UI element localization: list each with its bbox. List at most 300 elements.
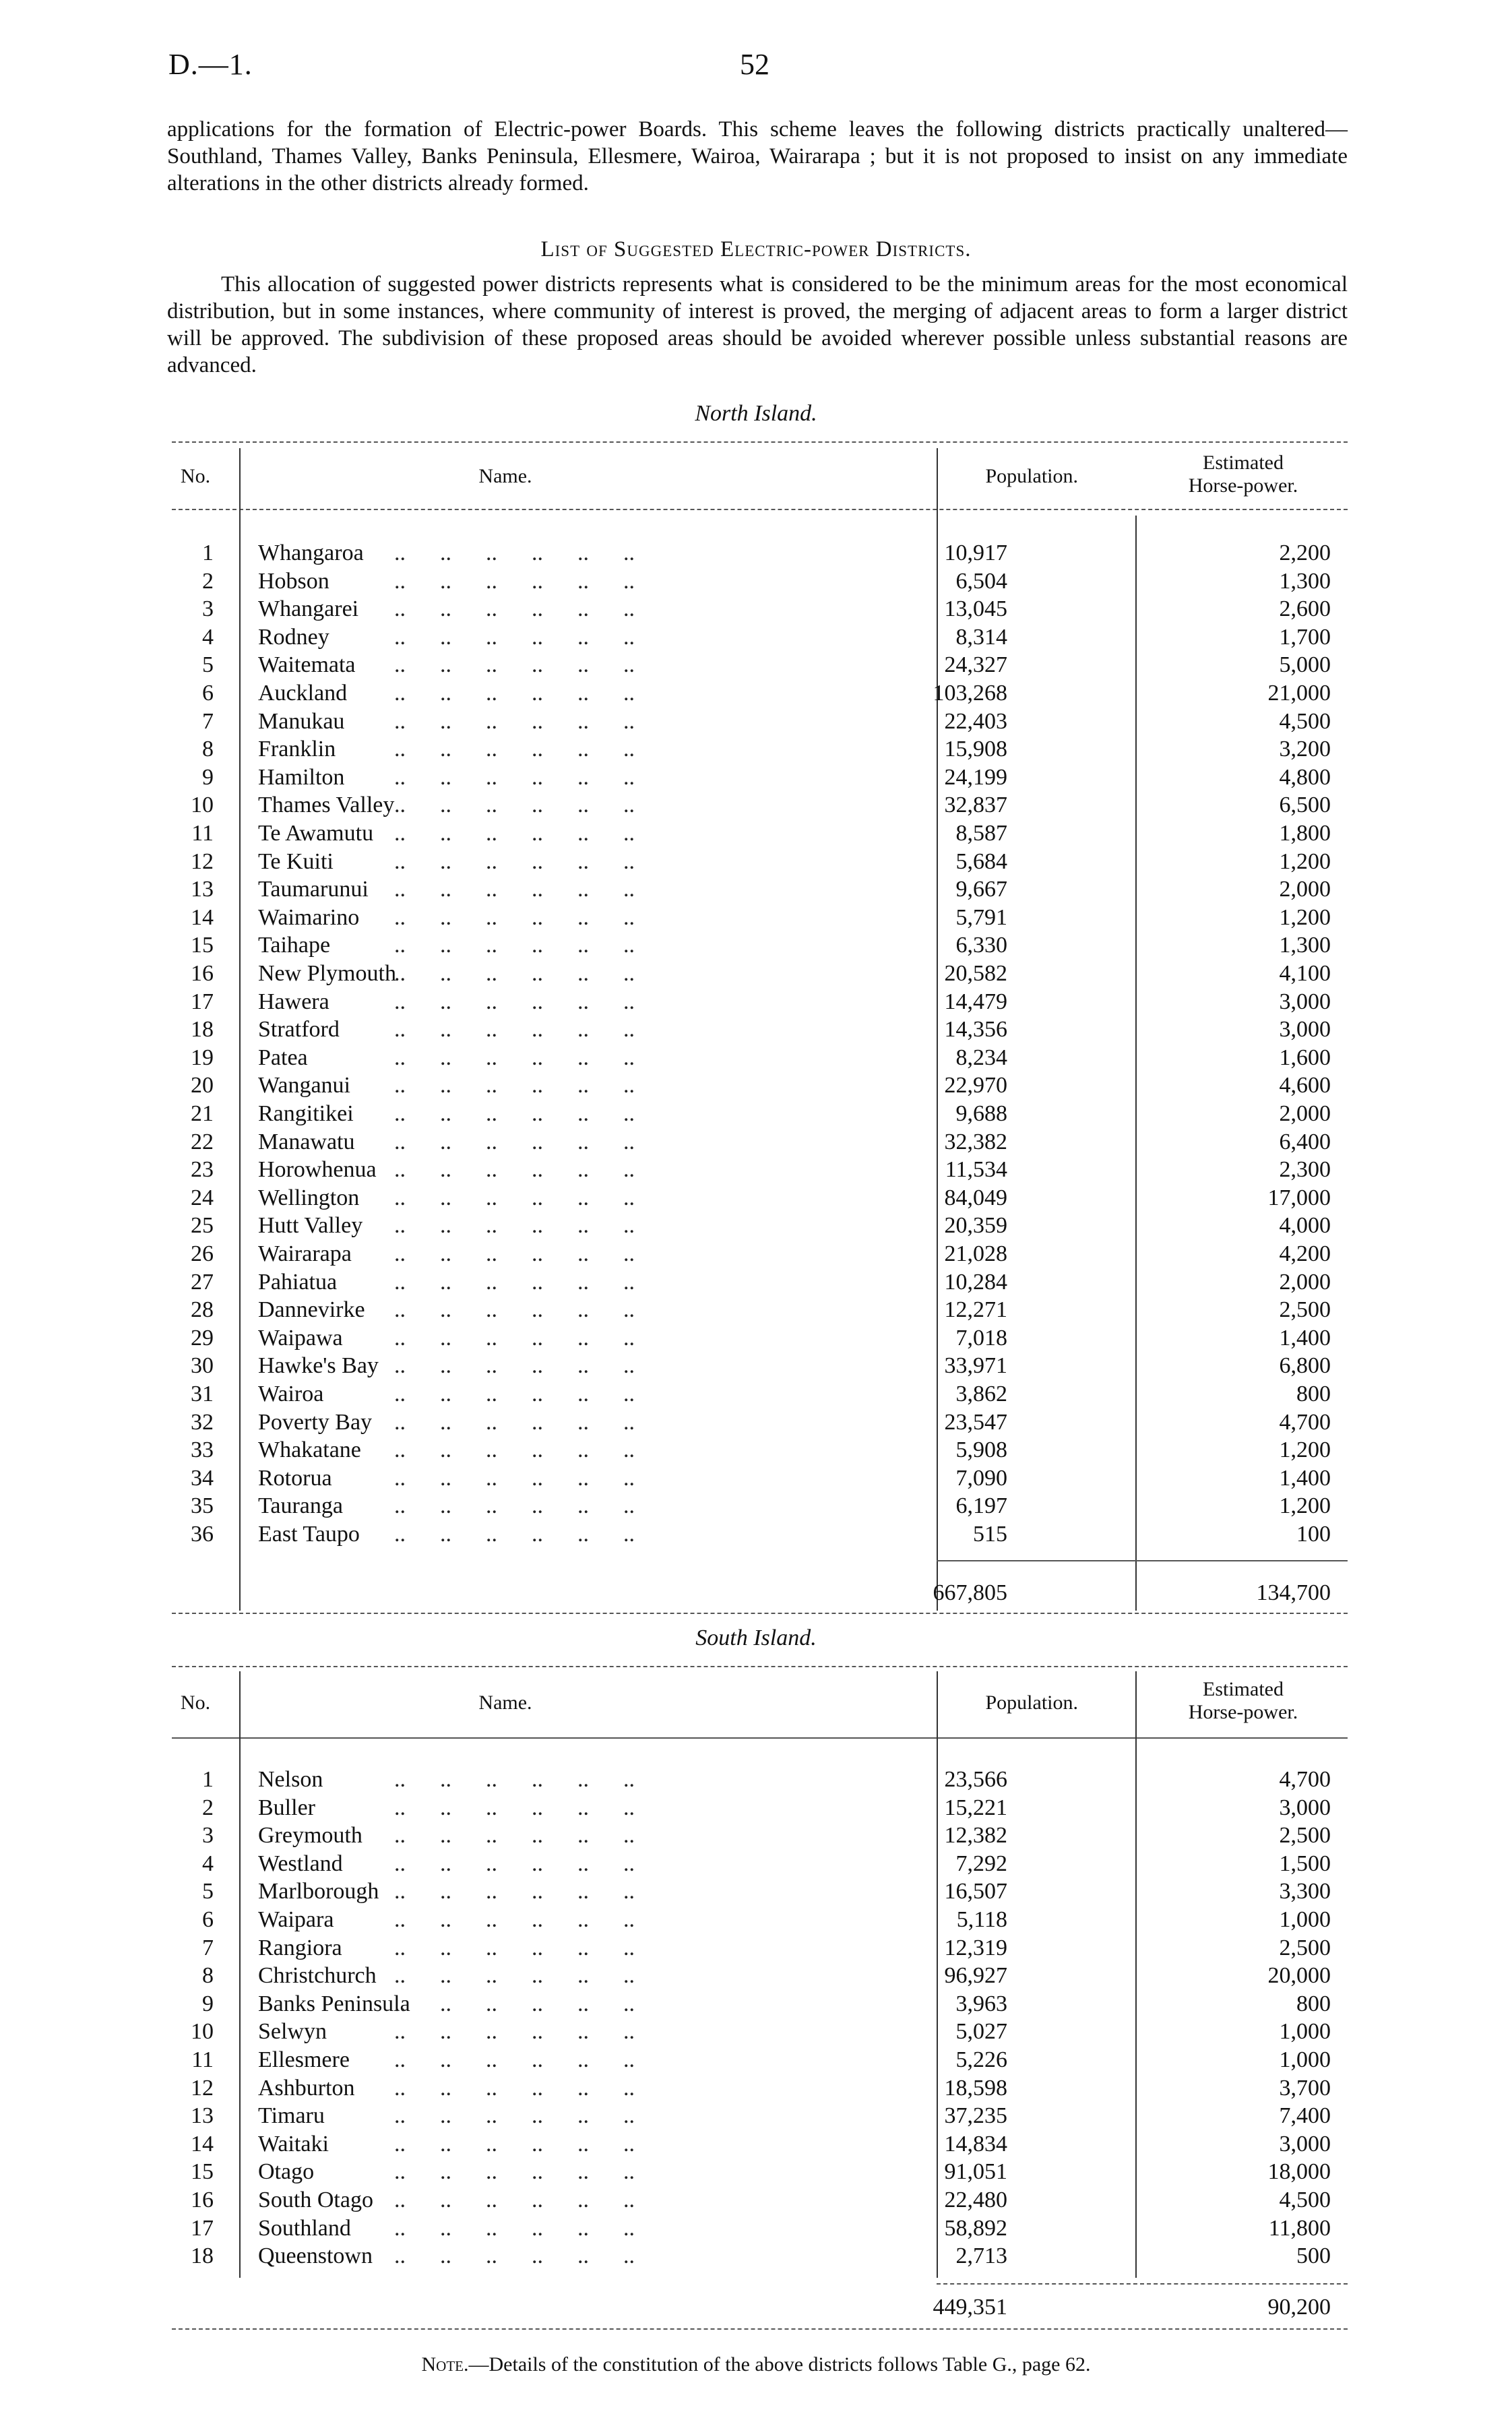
district-name: Wairarapa [258,1241,352,1266]
district-name: Wanganui [258,1073,350,1098]
horsepower-value: 2,000 [1279,1269,1331,1295]
row-number: 9 [202,1991,214,2016]
row-number: 7 [202,708,214,734]
population-value: 8,587 [955,821,1007,846]
row-number: 35 [191,1493,214,1519]
leader-dots: .. .. .. .. .. .. [394,624,635,650]
table-row [172,1962,1348,1989]
district-name: Nelson [258,1767,323,1792]
row-number: 10 [191,793,214,818]
horsepower-value: 2,600 [1279,596,1331,622]
horsepower-value: 3,000 [1279,989,1331,1014]
row-number: 28 [191,1297,214,1323]
leader-dots: .. .. .. .. .. .. [394,1907,635,1932]
table-row [172,875,1348,903]
population-value: 32,837 [944,793,1007,818]
leader-dots: .. .. .. .. .. .. [394,1382,635,1406]
horsepower-value: 11,800 [1268,2215,1331,2241]
table-row [172,2046,1348,2074]
row-number: 4 [202,624,214,650]
table-row [172,2018,1348,2045]
leader-dots: .. .. .. .. .. .. [394,737,635,762]
district-name: Wellington [258,1185,360,1210]
horsepower-value: 4,700 [1279,1767,1331,1792]
district-name: Ashburton [258,2075,355,2101]
population-value: 3,963 [955,1991,1007,2016]
table-row [172,623,1348,651]
horsepower-value: 21,000 [1267,681,1331,706]
row-number: 1 [202,1767,214,1792]
table-row [172,1436,1348,1464]
row-number: 23 [191,1157,214,1183]
total-rule [937,2283,1348,2285]
table-row [172,791,1348,819]
table-row [172,735,1348,763]
population-value: 18,598 [944,2075,1007,2101]
table-bottom-rule [172,2328,1348,2330]
header-bottom-rule [172,1737,1348,1739]
horsepower-value: 4,500 [1279,2188,1331,2212]
leader-dots: .. .. .. .. .. .. [394,2103,635,2129]
leader-dots: .. .. .. .. .. .. [394,1073,635,1098]
district-name: Dannevirke [258,1297,365,1323]
row-number: 11 [191,2047,214,2072]
population-value: 14,834 [944,2131,1007,2157]
leader-dots: .. .. .. .. .. .. [394,1493,635,1519]
leader-dots: .. .. .. .. .. .. [394,961,635,986]
district-name: Timaru [258,2103,325,2129]
row-number: 32 [191,1409,214,1435]
population-value: 7,018 [955,1325,1007,1351]
district-name: Tauranga [258,1493,343,1519]
leader-dots: .. .. .. .. .. .. [394,1157,635,1183]
leader-dots: .. .. .. .. .. .. [394,1437,635,1463]
leader-dots: .. .. .. .. .. .. [394,848,635,874]
leader-dots: .. .. .. .. .. .. [394,933,635,958]
population-value: 2,713 [955,2243,1007,2269]
horsepower-value: 1,400 [1279,1465,1331,1491]
leader-dots: .. .. .. .. .. .. [394,1129,635,1154]
population-value: 11,534 [945,1157,1007,1183]
district-name: Hutt Valley [258,1213,363,1239]
district-name: Manukau [258,708,345,734]
table-row [172,1296,1348,1324]
population-value: 10,917 [944,540,1007,565]
district-name: Buller [258,1795,315,1820]
list-title: List of Suggested Electric-power Districts. [540,237,972,261]
horsepower-value: 1,000 [1279,2047,1331,2072]
district-name: Franklin [258,737,336,762]
horsepower-value: 1,400 [1279,1325,1331,1351]
column-header-hp-line1: Estimated [1203,452,1284,474]
row-number: 1 [202,540,214,565]
column-header-hp-line2: Horse-power. [1188,474,1298,497]
population-value: 6,330 [955,933,1007,958]
population-value: 6,504 [955,568,1007,594]
population-value: 15,908 [944,737,1007,762]
population-value: 91,051 [944,2159,1007,2185]
district-name: Te Awamutu [258,821,374,846]
row-number: 17 [191,989,214,1014]
table-row [172,1794,1348,1822]
leader-dots: .. .. .. .. .. .. [394,1213,635,1239]
horsepower-value: 500 [1296,2243,1331,2269]
row-number: 19 [191,1045,214,1070]
population-value: 14,356 [944,1017,1007,1043]
district-name: East Taupo [258,1522,360,1547]
row-number: 10 [191,2019,214,2045]
district-name: Rangiora [258,1935,342,1960]
population-value: 15,221 [944,1795,1007,1820]
table-row [172,1380,1348,1408]
row-number: 15 [191,2159,214,2185]
leader-dots: .. .. .. .. .. .. [394,1767,635,1792]
district-name: Auckland [258,681,348,706]
table-row [172,2130,1348,2158]
note-label: Note. [421,2353,469,2376]
district-name: Pahiatua [258,1269,338,1295]
table-row [172,848,1348,875]
district-name: New Plymouth [258,961,396,986]
district-name: Marlborough [258,1879,379,1904]
row-number: 7 [202,1935,214,1960]
table-row [172,1878,1348,1905]
table-row [172,1766,1348,1793]
north-total-population: 667,805 [933,1580,1007,1605]
population-value: 12,271 [944,1297,1007,1323]
leader-dots: .. .. .. .. .. .. [394,1795,635,1820]
horsepower-value: 800 [1296,1991,1331,2016]
population-value: 20,582 [944,961,1007,986]
row-number: 24 [191,1185,214,1210]
leader-dots: .. .. .. .. .. .. [394,1241,635,1266]
horsepower-value: 3,200 [1279,737,1331,762]
north-island-heading: North Island. [695,401,817,426]
row-number: 33 [191,1437,214,1463]
population-value: 7,292 [955,1851,1007,1876]
table-row [172,1016,1348,1043]
row-number: 9 [202,764,214,790]
horsepower-value: 18,000 [1267,2159,1331,2185]
leader-dots: .. .. .. .. .. .. [394,2131,635,2157]
leader-dots: .. .. .. .. .. .. [394,1991,635,2016]
district-name: Christchurch [258,1963,377,1989]
table-row [172,1100,1348,1127]
note-text: —Details of the constitution of the above districts follows Table G., page 62. [468,2353,1091,2376]
leader-dots: .. .. .. .. .. .. [394,1269,635,1295]
horsepower-value: 2,500 [1279,1297,1331,1323]
district-name: Southland [258,2215,351,2241]
district-name: Hobson [258,568,329,594]
row-number: 16 [191,961,214,986]
leader-dots: .. .. .. .. .. .. [394,1823,635,1849]
district-name: Wairoa [258,1382,324,1406]
table-row [172,1464,1348,1492]
population-value: 12,382 [944,1823,1007,1849]
district-name: Hawera [258,989,329,1014]
table-row [172,679,1348,707]
horsepower-value: 100 [1296,1522,1331,1547]
population-value: 23,566 [944,1767,1007,1792]
leader-dots: .. .. .. .. .. .. [394,1017,635,1043]
population-value: 5,791 [955,904,1007,930]
leader-dots: .. .. .. .. .. .. [394,1522,635,1547]
leader-dots: .. .. .. .. .. .. [394,2075,635,2101]
horsepower-value: 1,200 [1279,1437,1331,1463]
column-header-hp-line1: Estimated [1203,1678,1284,1700]
population-value: 9,688 [955,1101,1007,1126]
horsepower-value: 4,100 [1279,961,1331,986]
table-row [172,1934,1348,1962]
column-header-name: Name. [478,1692,532,1714]
population-value: 5,027 [955,2019,1007,2045]
horsepower-value: 2,300 [1279,1157,1331,1183]
district-name: Hawke's Bay [258,1353,379,1379]
leader-dots: .. .. .. .. .. .. [394,2188,635,2212]
horsepower-value: 4,000 [1279,1213,1331,1239]
population-value: 16,507 [944,1879,1007,1904]
row-number: 27 [191,1269,214,1295]
page-number: 52 [740,48,769,81]
table-row [172,1324,1348,1352]
district-name: Banks Peninsula [258,1991,410,2016]
leader-dots: .. .. .. .. .. .. [394,1879,635,1904]
leader-dots: .. .. .. .. .. .. [394,1465,635,1491]
leader-dots: .. .. .. .. .. .. [394,2047,635,2072]
table-row [172,1408,1348,1436]
table-row [172,1520,1348,1548]
leader-dots: .. .. .. .. .. .. [394,1185,635,1210]
population-value: 23,547 [944,1409,1007,1435]
row-number: 16 [191,2188,214,2212]
population-value: 10,284 [944,1269,1007,1295]
column-header-population: Population. [985,1692,1078,1714]
district-name: Waimarino [258,904,360,930]
horsepower-value: 4,500 [1279,708,1331,734]
leader-dots: .. .. .. .. .. .. [394,1409,635,1435]
district-name: Poverty Bay [258,1409,373,1435]
population-value: 9,667 [955,877,1007,902]
population-value: 7,090 [955,1465,1007,1491]
row-number: 8 [202,1963,214,1989]
table-row [172,1240,1348,1268]
district-name: Waipawa [258,1325,343,1351]
district-name: Rangitikei [258,1101,354,1126]
table-row [172,1072,1348,1099]
district-name: Otago [258,2159,315,2185]
population-value: 13,045 [944,596,1007,622]
population-value: 58,892 [944,2215,1007,2241]
district-name: Whangaroa [258,540,364,565]
horsepower-value: 17,000 [1267,1185,1331,1210]
leader-dots: .. .. .. .. .. .. [394,1963,635,1989]
horsepower-value: 4,600 [1279,1073,1331,1098]
row-number: 18 [191,1017,214,1043]
district-name: Whakatane [258,1437,361,1463]
horsepower-value: 1,200 [1279,904,1331,930]
table-row [172,960,1348,987]
population-value: 6,197 [955,1493,1007,1519]
population-value: 14,479 [944,989,1007,1014]
horsepower-value: 7,400 [1279,2103,1331,2129]
horsepower-value: 1,800 [1279,821,1331,846]
table-row [172,2102,1348,2130]
district-name: Ellesmere [258,2047,350,2072]
row-number: 13 [191,877,214,902]
population-value: 8,314 [955,624,1007,650]
horsepower-value: 4,700 [1279,1409,1331,1435]
row-number: 4 [202,1851,214,1876]
horsepower-value: 1,300 [1279,933,1331,958]
row-number: 6 [202,681,214,706]
leader-dots: .. .. .. .. .. .. [394,708,635,734]
horsepower-value: 2,500 [1279,1823,1331,1849]
table-row [172,2242,1348,2270]
row-number: 13 [191,2103,214,2129]
table-row [172,1352,1348,1379]
row-number: 6 [202,1907,214,1932]
population-value: 37,235 [944,2103,1007,2129]
row-number: 30 [191,1353,214,1379]
district-name: Selwyn [258,2019,327,2045]
district-name: Westland [258,1851,343,1876]
population-value: 22,403 [944,708,1007,734]
population-value: 103,268 [933,681,1007,706]
table-row [172,2074,1348,2102]
row-number: 2 [202,568,214,594]
table-row [172,595,1348,623]
column-header-name: Name. [478,465,532,487]
leader-dots: .. .. .. .. .. .. [394,793,635,818]
district-name: Thames Valley [258,793,395,818]
row-number: 8 [202,737,214,762]
row-number: 5 [202,1879,214,1904]
leader-dots: .. .. .. .. .. .. [394,540,635,565]
header-bottom-rule [172,509,1348,510]
horsepower-value: 6,400 [1279,1129,1331,1154]
leader-dots: .. .. .. .. .. .. [394,596,635,622]
district-name: Te Kuiti [258,848,334,874]
horsepower-value: 2,000 [1279,1101,1331,1126]
district-name: Taumarunui [258,877,369,902]
population-value: 24,199 [944,764,1007,790]
table-row [172,764,1348,791]
district-name: South Otago [258,2188,373,2212]
row-number: 3 [202,596,214,622]
column-header-hp-line2: Horse-power. [1188,1701,1298,1723]
row-number: 26 [191,1241,214,1266]
row-number: 20 [191,1073,214,1098]
row-number: 25 [191,1213,214,1239]
horsepower-value: 3,000 [1279,2131,1331,2157]
horsepower-value: 1,200 [1279,848,1331,874]
row-number: 21 [191,1101,214,1126]
row-number: 14 [191,904,214,930]
district-name: Horowhenua [258,1157,377,1183]
horsepower-value: 1,200 [1279,1493,1331,1519]
horsepower-value: 20,000 [1267,1963,1331,1989]
population-value: 12,319 [944,1935,1007,1960]
horsepower-value: 5,000 [1279,652,1331,678]
south-total-hp: 90,200 [1267,2295,1331,2320]
population-value: 96,927 [944,1963,1007,1989]
leader-dots: .. .. .. .. .. .. [394,681,635,706]
table-row [172,1850,1348,1878]
population-value: 3,862 [955,1382,1007,1406]
table-row [172,1212,1348,1239]
row-number: 34 [191,1465,214,1491]
population-value: 84,049 [944,1185,1007,1210]
horsepower-value: 3,300 [1279,1879,1331,1904]
leader-dots: .. .. .. .. .. .. [394,1045,635,1070]
horsepower-value: 1,300 [1279,568,1331,594]
leader-dots: .. .. .. .. .. .. [394,1353,635,1379]
row-number: 17 [191,2215,214,2241]
leader-dots: .. .. .. .. .. .. [394,1325,635,1351]
south-island-table [172,1665,1348,2320]
district-name: Taihape [258,933,331,958]
population-value: 33,971 [944,1353,1007,1379]
table-row [172,567,1348,595]
table-row [172,1044,1348,1072]
district-name: Waitemata [258,652,356,678]
leader-dots: .. .. .. .. .. .. [394,1935,635,1960]
population-value: 5,908 [955,1437,1007,1463]
leader-dots: .. .. .. .. .. .. [394,568,635,594]
leader-dots: .. .. .. .. .. .. [394,904,635,930]
district-name: Patea [258,1045,308,1070]
leader-dots: .. .. .. .. .. .. [394,764,635,790]
table-row [172,1492,1348,1520]
leader-dots: .. .. .. .. .. .. [394,2019,635,2045]
district-name: Waitaki [258,2131,329,2157]
leader-dots: .. .. .. .. .. .. [394,877,635,902]
horsepower-value: 1,000 [1279,2019,1331,2045]
table-row [172,904,1348,931]
district-name: Waipara [258,1907,334,1932]
horsepower-value: 4,800 [1279,764,1331,790]
row-number: 12 [191,2075,214,2101]
district-name: Manawatu [258,1129,355,1154]
district-name: Greymouth [258,1823,363,1849]
district-name: Whangarei [258,596,359,622]
north-total-hp: 134,700 [1256,1580,1331,1605]
table-row [172,2214,1348,2242]
column-header-population: Population. [985,465,1078,487]
leader-dots: .. .. .. .. .. .. [394,2159,635,2185]
table-row [172,1128,1348,1156]
leader-dots: .. .. .. .. .. .. [394,652,635,678]
population-value: 5,118 [956,1907,1007,1932]
table-row [172,1268,1348,1296]
leader-dots: .. .. .. .. .. .. [394,1101,635,1126]
document-reference: D.—1. [168,48,253,81]
population-value: 22,480 [944,2188,1007,2212]
row-number: 22 [191,1129,214,1154]
table-row [172,2158,1348,2185]
row-number: 11 [191,821,214,846]
horsepower-value: 4,200 [1279,1241,1331,1266]
footnote [0,2353,1512,2376]
horsepower-value: 1,600 [1279,1045,1331,1070]
table-row [172,819,1348,847]
table-row [172,708,1348,735]
north-island-table [172,441,1348,1621]
column-header-no: No. [180,1692,211,1714]
horsepower-value: 2,500 [1279,1935,1331,1960]
row-number: 36 [191,1522,214,1547]
population-value: 24,327 [944,652,1007,678]
